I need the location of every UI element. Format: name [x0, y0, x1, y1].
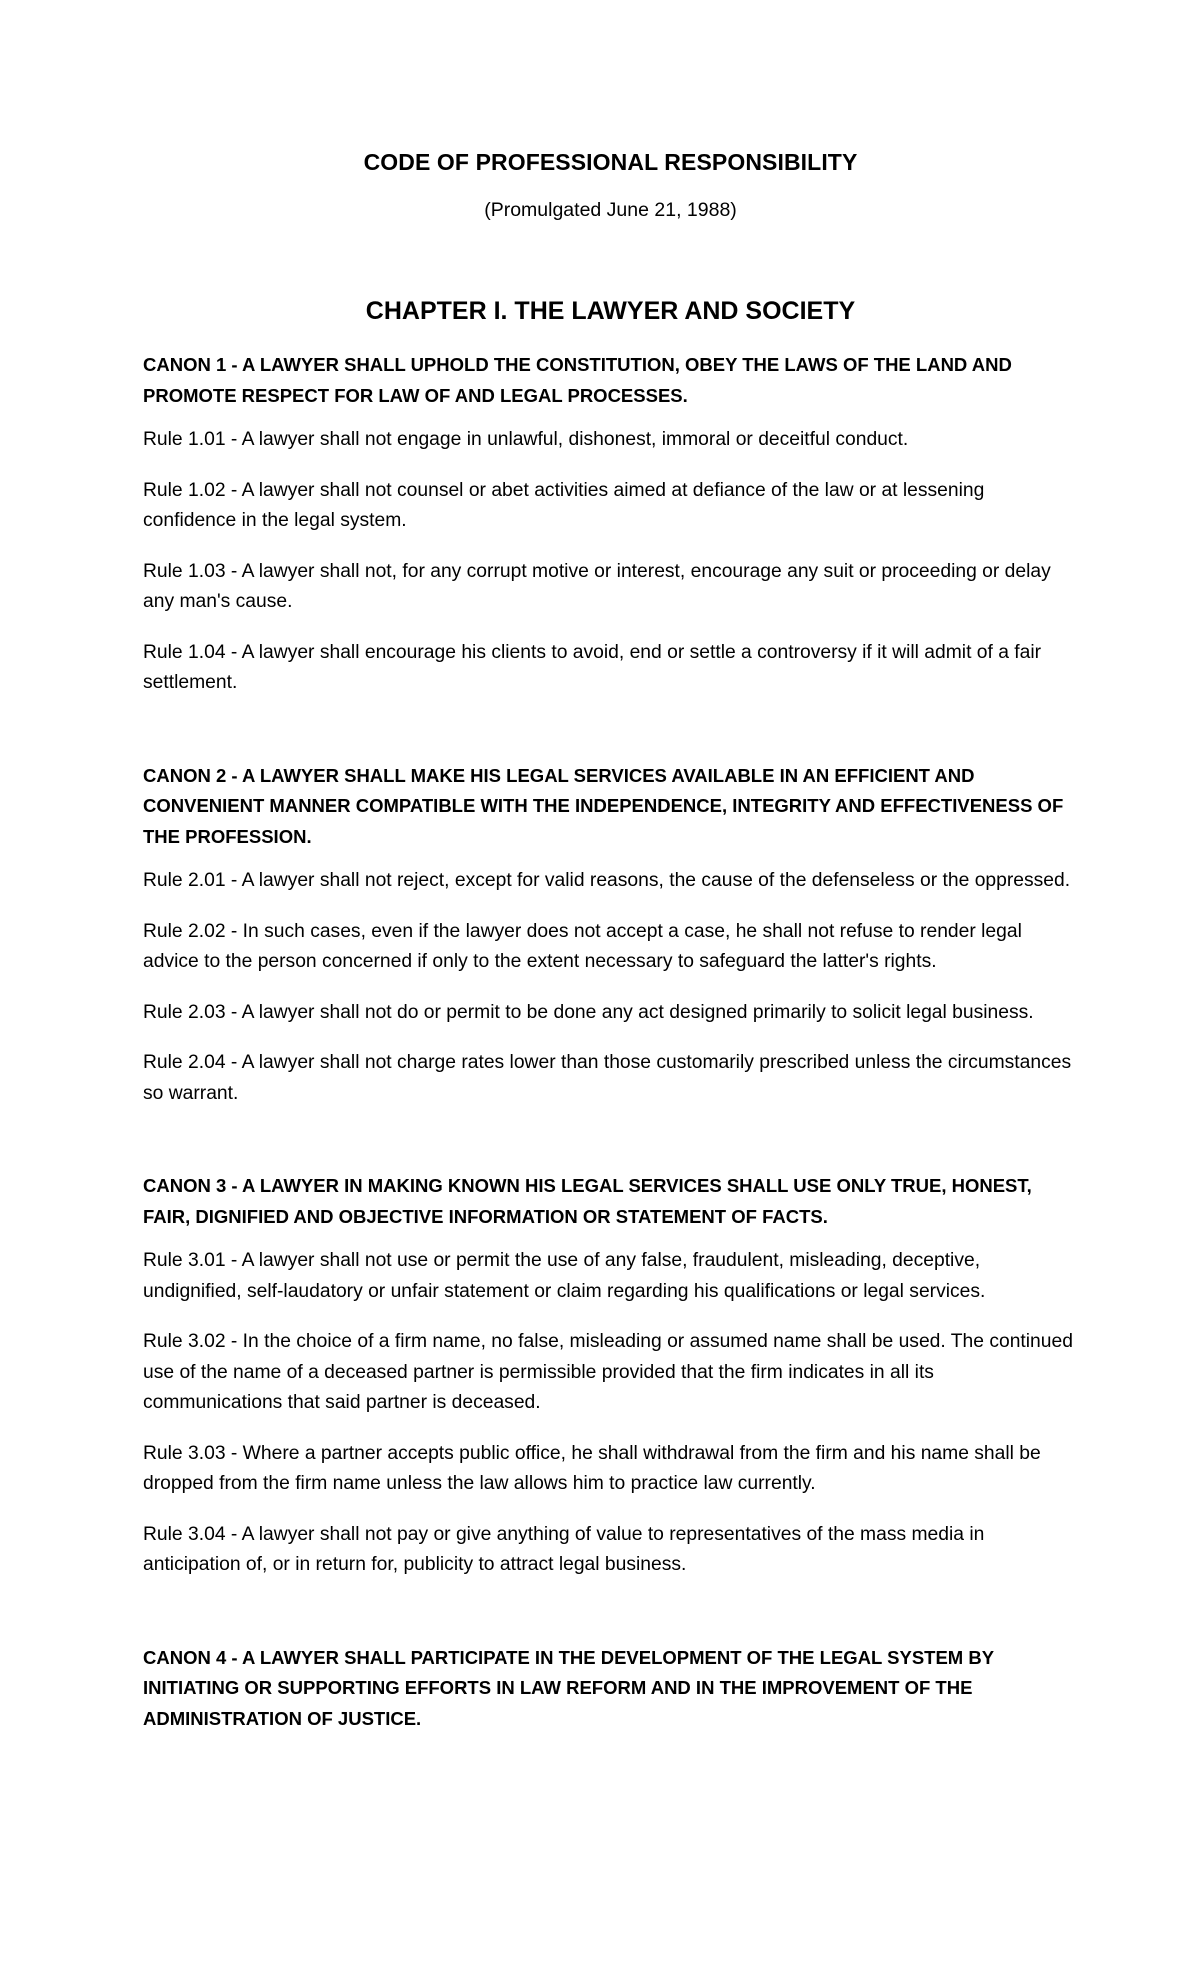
rule-3-03: Rule 3.03 - Where a partner accepts public office, he shall withdrawal from the firm and his name shall be dropped from the firm name unless the law allows him to practice law currently. — [143, 1442, 1041, 1494]
rule-1-04: Rule 1.04 - A lawyer shall encourage his clients to avoid, end or settle a controversy if it will admit of a fair settlement. — [143, 641, 1042, 693]
rule-2-01: Rule 2.01 - A lawyer shall not reject, except for valid reasons, the cause of the defenseless or the oppressed. — [143, 870, 1071, 891]
canon-4-heading: CANON 4 - A LAWYER SHALL PARTICIPATE IN THE DEVELOPMENT OF THE LEGAL SYSTEM BY INITIATING OR SUPPORTING EFFORTS IN LAW REFORM AND IN THE IMPROVEMENT OF THE ADMINISTRATION OF JUSTICE. — [143, 1646, 994, 1729]
canon-1-heading: CANON 1 - A LAWYER SHALL UPHOLD THE CONSTITUTION, OBEY THE LAWS OF THE LAND AND PROMOTE RESPECT FOR LAW OF AND LEGAL PROCESSES. — [143, 354, 1012, 406]
rule-1-02: Rule 1.02 - A lawyer shall not counsel or abet activities aimed at defiance of the law or at lessening confidence in the legal system. — [143, 479, 985, 531]
canon-4-section — [143, 1643, 1078, 1735]
document-subtitle: (Promulgated June 21, 1988) — [484, 199, 737, 221]
canon-2-heading: CANON 2 - A LAWYER SHALL MAKE HIS LEGAL SERVICES AVAILABLE IN AN EFFICIENT AND CONVENIENT MANNER COMPATIBLE WITH THE INDEPENDENCE, INTEGRITY AND EFFECTIVENESS OF THE PROFESSION. — [143, 764, 1064, 847]
document-title: CODE OF PROFESSIONAL RESPONSIBILITY — [363, 149, 858, 175]
rule-2-02: Rule 2.02 - In such cases, even if the lawyer does not accept a case, he shall not refuse to render legal advice to the person concerned if only to the extent necessary to safeguard the latter's rights. — [143, 920, 1022, 972]
rule-3-02: Rule 3.02 - In the choice of a firm name, no false, misleading or assumed name shall be used. The continued use of the name of a deceased partner is permissible provided that the firm indicates in all its communications that said partner is deceased. — [143, 1331, 1073, 1413]
canon-1-section — [143, 350, 1078, 699]
canon-2-section — [143, 761, 1078, 1110]
rule-1-03: Rule 1.03 - A lawyer shall not, for any corrupt motive or interest, encourage any suit or proceeding or delay any man's cause. — [143, 560, 1051, 612]
chapter-title: CHAPTER I. THE LAWYER AND SOCIETY — [365, 297, 856, 325]
rule-3-04: Rule 3.04 - A lawyer shall not pay or give anything of value to representatives of the mass media in anticipation of, or in return for, publicity to attract legal business. — [143, 1523, 985, 1575]
canon-3-heading: CANON 3 - A LAWYER IN MAKING KNOWN HIS LEGAL SERVICES SHALL USE ONLY TRUE, HONEST, FAIR, DIGNIFIED AND OBJECTIVE INFORMATION OR STATEMENT OF FACTS. — [143, 1175, 1032, 1227]
rule-2-04: Rule 2.04 - A lawyer shall not charge rates lower than those customarily prescribed unless the circumstances so warrant. — [143, 1052, 1072, 1104]
rule-1-01: Rule 1.01 - A lawyer shall not engage in unlawful, dishonest, immoral or deceitful conduct. — [143, 429, 909, 450]
document-body — [143, 148, 1078, 1748]
canon-3-section — [143, 1171, 1078, 1581]
rule-3-01: Rule 3.01 - A lawyer shall not use or permit the use of any false, fraudulent, misleading, deceptive, undignified, self-laudatory or unfair statement or claim regarding his qualifications or legal services. — [143, 1250, 986, 1302]
rule-2-03: Rule 2.03 - A lawyer shall not do or permit to be done any act designed primarily to solicit legal business. — [143, 1001, 1034, 1023]
